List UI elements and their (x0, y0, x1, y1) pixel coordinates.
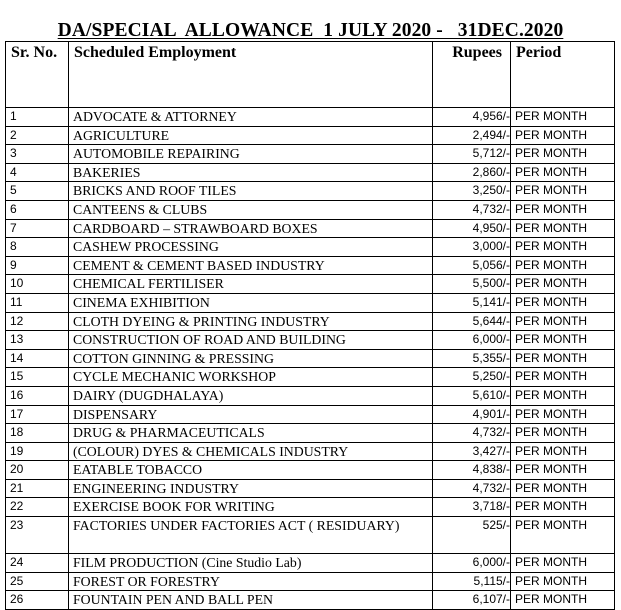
employment-cell: COTTON GINNING & PRESSING (69, 349, 433, 368)
period-cell: PER MONTH (511, 312, 615, 331)
sr-no-cell: 17 (6, 405, 69, 424)
period-cell: PER MONTH (511, 572, 615, 591)
table-row (6, 275, 615, 294)
sr-no-cell: 2 (6, 126, 69, 145)
employment-cell: CINEMA EXHIBITION (69, 293, 433, 312)
table-row (6, 405, 615, 424)
employment-cell: FACTORIES UNDER FACTORIES ACT ( RESIDUARY) (69, 517, 433, 554)
employment-cell: CASHEW PROCESSING (69, 238, 433, 257)
period-cell: PER MONTH (511, 293, 615, 312)
table-row (6, 479, 615, 498)
employment-cell: AUTOMOBILE REPAIRING (69, 145, 433, 164)
table-header-row (6, 42, 615, 108)
employment-cell: DAIRY (DUGDHALAYA) (69, 386, 433, 405)
table-row (6, 517, 615, 554)
period-cell: PER MONTH (511, 256, 615, 275)
period-cell: PER MONTH (511, 145, 615, 164)
period-cell: PER MONTH (511, 200, 615, 219)
period-header: Period (511, 42, 615, 108)
rupees-cell: 5,141/- (433, 293, 511, 312)
sr-no-cell: 7 (6, 219, 69, 238)
rupees-cell: 3,427/- (433, 442, 511, 461)
rupees-cell: 4,950/- (433, 219, 511, 238)
rupees-cell: 4,732/- (433, 200, 511, 219)
period-cell: PER MONTH (511, 349, 615, 368)
period-cell: PER MONTH (511, 108, 615, 127)
employment-cell: CEMENT & CEMENT BASED INDUSTRY (69, 256, 433, 275)
period-cell: PER MONTH (511, 498, 615, 517)
period-cell: PER MONTH (511, 219, 615, 238)
sr-no-cell: 21 (6, 479, 69, 498)
table-row (6, 349, 615, 368)
table-row (6, 293, 615, 312)
sr-no-cell: 11 (6, 293, 69, 312)
rupees-cell: 5,250/- (433, 368, 511, 387)
table-row (6, 331, 615, 350)
rupees-cell: 5,712/- (433, 145, 511, 164)
period-cell: PER MONTH (511, 461, 615, 480)
table-row (6, 572, 615, 591)
period-cell: PER MONTH (511, 238, 615, 257)
sr-no-cell: 20 (6, 461, 69, 480)
employment-cell: DRUG & PHARMACEUTICALS (69, 424, 433, 443)
sr-no-cell: 19 (6, 442, 69, 461)
rupees-cell: 3,250/- (433, 182, 511, 201)
table-row (6, 424, 615, 443)
employment-cell: BRICKS AND ROOF TILES (69, 182, 433, 201)
table-row (6, 312, 615, 331)
period-cell: PER MONTH (511, 368, 615, 387)
sr-no-cell: 18 (6, 424, 69, 443)
sr-no-cell: 26 (6, 591, 69, 610)
sr-no-cell: 12 (6, 312, 69, 331)
sr-no-cell: 25 (6, 572, 69, 591)
employment-cell: ENGINEERING INDUSTRY (69, 479, 433, 498)
sr-no-cell: 4 (6, 163, 69, 182)
employment-cell: CANTEENS & CLUBS (69, 200, 433, 219)
rupees-cell: 2,494/- (433, 126, 511, 145)
table-row (6, 368, 615, 387)
period-cell: PER MONTH (511, 517, 615, 554)
table-row (6, 591, 615, 610)
allowance-table (5, 41, 615, 610)
table-row (6, 238, 615, 257)
period-cell: PER MONTH (511, 591, 615, 610)
table-row (6, 461, 615, 480)
sr-no-cell: 9 (6, 256, 69, 275)
sr-no-cell: 24 (6, 554, 69, 573)
scheduled-employment-header: Scheduled Employment (69, 42, 433, 108)
rupees-cell: 2,860/- (433, 163, 511, 182)
table-row (6, 442, 615, 461)
sr-no-cell: 13 (6, 331, 69, 350)
rupees-cell: 6,000/- (433, 554, 511, 573)
sr-no-cell: 10 (6, 275, 69, 294)
period-cell: PER MONTH (511, 405, 615, 424)
sr-no-header: Sr. No. (6, 42, 69, 108)
employment-cell: FOREST OR FORESTRY (69, 572, 433, 591)
sr-no-cell: 6 (6, 200, 69, 219)
rupees-cell: 525/- (433, 517, 511, 554)
period-cell: PER MONTH (511, 479, 615, 498)
table-row (6, 108, 615, 127)
employment-cell: EXERCISE BOOK FOR WRITING (69, 498, 433, 517)
table-row (6, 126, 615, 145)
rupees-cell: 5,056/- (433, 256, 511, 275)
employment-cell: DISPENSARY (69, 405, 433, 424)
table-row (6, 554, 615, 573)
sr-no-cell: 23 (6, 517, 69, 554)
employment-cell: (COLOUR) DYES & CHEMICALS INDUSTRY (69, 442, 433, 461)
period-cell: PER MONTH (511, 331, 615, 350)
rupees-cell: 6,000/- (433, 331, 511, 350)
period-cell: PER MONTH (511, 126, 615, 145)
employment-cell: CONSTRUCTION OF ROAD AND BUILDING (69, 331, 433, 350)
table-row (6, 145, 615, 164)
sr-no-cell: 22 (6, 498, 69, 517)
sr-no-cell: 14 (6, 349, 69, 368)
sr-no-cell: 16 (6, 386, 69, 405)
employment-cell: CHEMICAL FERTILISER (69, 275, 433, 294)
rupees-cell: 4,732/- (433, 424, 511, 443)
sr-no-cell: 5 (6, 182, 69, 201)
rupees-cell: 5,500/- (433, 275, 511, 294)
table-row (6, 498, 615, 517)
employment-cell: ADVOCATE & ATTORNEY (69, 108, 433, 127)
sr-no-cell: 3 (6, 145, 69, 164)
rupees-cell: 3,000/- (433, 238, 511, 257)
table-body (6, 108, 615, 610)
rupees-cell: 4,956/- (433, 108, 511, 127)
rupees-cell: 5,644/- (433, 312, 511, 331)
period-cell: PER MONTH (511, 424, 615, 443)
employment-cell: CYCLE MECHANIC WORKSHOP (69, 368, 433, 387)
employment-cell: CLOTH DYEING & PRINTING INDUSTRY (69, 312, 433, 331)
rupees-header: Rupees (433, 42, 511, 108)
rupees-cell: 6,107/- (433, 591, 511, 610)
sr-no-cell: 1 (6, 108, 69, 127)
rupees-cell: 5,610/- (433, 386, 511, 405)
table-row (6, 386, 615, 405)
employment-cell: EATABLE TOBACCO (69, 461, 433, 480)
employment-cell: FOUNTAIN PEN AND BALL PEN (69, 591, 433, 610)
period-cell: PER MONTH (511, 163, 615, 182)
employment-cell: CARDBOARD – STRAWBOARD BOXES (69, 219, 433, 238)
rupees-cell: 5,115/- (433, 572, 511, 591)
period-cell: PER MONTH (511, 386, 615, 405)
sr-no-cell: 8 (6, 238, 69, 257)
table-row (6, 163, 615, 182)
table-row (6, 256, 615, 275)
page-title: DA/SPECIAL ALLOWANCE 1 JULY 2020 - 31DEC.2020 (57, 20, 564, 41)
rupees-cell: 5,355/- (433, 349, 511, 368)
period-cell: PER MONTH (511, 182, 615, 201)
sr-no-cell: 15 (6, 368, 69, 387)
rupees-cell: 4,732/- (433, 479, 511, 498)
rupees-cell: 4,838/- (433, 461, 511, 480)
rupees-cell: 4,901/- (433, 405, 511, 424)
rupees-cell: 3,718/- (433, 498, 511, 517)
table-row (6, 200, 615, 219)
employment-cell: BAKERIES (69, 163, 433, 182)
table-row (6, 219, 615, 238)
period-cell: PER MONTH (511, 554, 615, 573)
period-cell: PER MONTH (511, 275, 615, 294)
period-cell: PER MONTH (511, 442, 615, 461)
employment-cell: AGRICULTURE (69, 126, 433, 145)
employment-cell: FILM PRODUCTION (Cine Studio Lab) (69, 554, 433, 573)
table-row (6, 182, 615, 201)
